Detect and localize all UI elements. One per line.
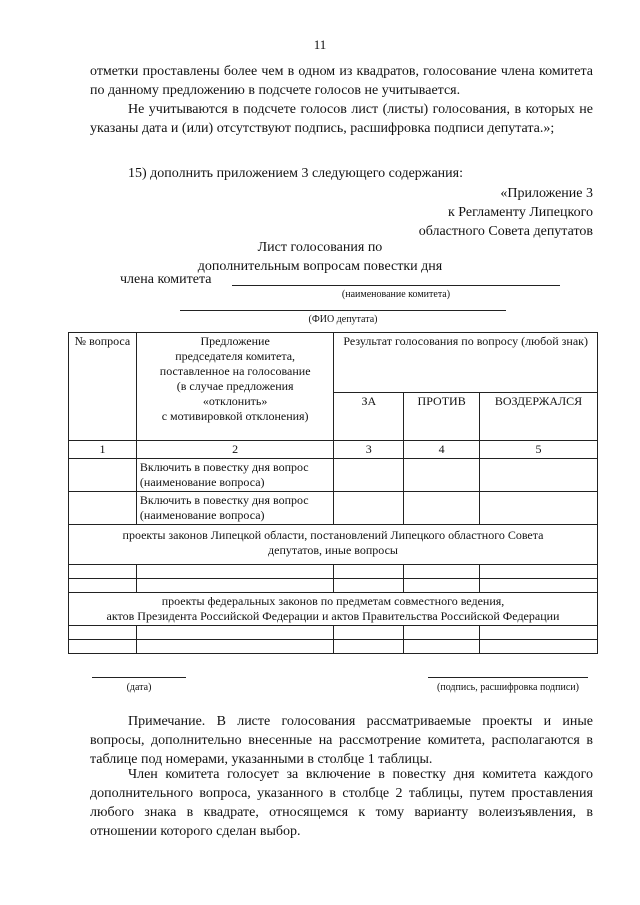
table-cell [136,579,333,593]
header-for: ЗА [334,393,404,441]
vote-box-against[interactable] [404,579,480,593]
section-regional-projects: проекты законов Липецкой области, постановлений Липецкого областного Совета депутатов, иные вопросы [69,525,598,565]
vote-box-abstained[interactable] [480,459,598,492]
header-proposal [136,333,333,441]
header-proposal-line: поставленное на голосование [159,364,311,378]
paragraph-intro-2: Не учитываются в подсчете голосов лист (листы) голосования, в которых не указаны дата и (или) отсутствуют подпись, расшифровка подписи депутата.»; [90,102,593,136]
vote-box-abstained[interactable] [480,565,598,579]
header-abstained: ВОЗДЕРЖАЛСЯ [480,393,598,441]
header-proposal-line: «отклонить» [202,394,268,408]
column-numbers-row [69,441,598,459]
vote-box-abstained[interactable] [480,626,598,640]
include-row [69,459,598,492]
voting-table [68,332,598,654]
column-number: 4 [404,441,480,459]
vote-box-for[interactable] [334,565,404,579]
vote-box-against[interactable] [404,565,480,579]
table-cell [69,492,137,525]
title-line-2: дополнительным вопросам повестки дня [197,259,443,274]
vote-box-against[interactable] [404,459,480,492]
header-row [69,333,598,393]
header-question-number: № вопроса [69,333,137,441]
appendix-line-2: к Регламенту Липецкого [447,205,593,220]
signature-line [428,677,588,678]
column-number: 1 [69,441,137,459]
section-federal-line: проекты федеральных законов по предметам совместного ведения, [161,594,505,608]
table-row [69,565,598,579]
table-cell [136,640,333,654]
table-row [69,579,598,593]
fio-line [180,310,506,311]
vote-box-against[interactable] [404,640,480,654]
vote-box-abstained[interactable] [480,492,598,525]
table-cell [136,626,333,640]
column-number: 2 [136,441,333,459]
note-paragraph-1: Примечание. В листе голосования рассматриваемые проекты и иные вопросы, дополнительно внесенные на рассмотрение комитета, располагаются в таблице под номерами, указанными в столбце 1 таблицы. [90,714,593,767]
header-proposal-line: с мотивировкой отклонения) [161,409,309,423]
vote-box-for[interactable] [334,640,404,654]
include-proposal-cell: Включить в повестку дня вопрос (наименование вопроса) [136,459,333,492]
vote-box-for[interactable] [334,579,404,593]
signature-caption: (подпись, расшифровка подписи) [437,682,579,693]
table-cell [69,459,137,492]
vote-box-against[interactable] [404,492,480,525]
table-cell [69,640,137,654]
vote-box-abstained[interactable] [480,579,598,593]
vote-box-for[interactable] [334,492,404,525]
vote-box-against[interactable] [404,626,480,640]
title-line-1: Лист голосования по [257,240,383,255]
header-against: ПРОТИВ [404,393,480,441]
member-label: члена комитета [120,272,212,287]
note-paragraph-2: Член комитета голосует за включение в повестку дня комитета каждого дополнительного вопроса, указанного в столбце 2 таблицы, путем проставления любого знака в квадрате, относящемся к тому варианту волеизъявления, в отношении которого сделан выбор. [90,767,593,839]
table-row [69,640,598,654]
section-federal-projects [69,593,598,626]
date-line [92,677,186,678]
table-cell [69,626,137,640]
include-row [69,492,598,525]
include-proposal-cell: Включить в повестку дня вопрос (наименование вопроса) [136,492,333,525]
table-row [69,626,598,640]
section-federal-line: актов Президента Российской Федерации и актов Правительства Российской Федерации [106,609,560,623]
page-number: 11 [313,37,327,52]
section-row [69,593,598,626]
vote-box-for[interactable] [334,626,404,640]
paragraph-item-15: 15) дополнить приложением 3 следующего содержания: [128,166,463,181]
fio-caption: (ФИО депутата) [308,314,378,325]
table-cell [136,565,333,579]
appendix-line-1: «Приложение 3 [500,186,593,201]
header-result: Результат голосования по вопросу (любой знак) [334,333,598,393]
column-number: 5 [480,441,598,459]
header-proposal-line: председателя комитета, [175,349,296,363]
table-cell [69,565,137,579]
paragraph-intro-1: отметки проставлены более чем в одном из квадратов, голосование члена комитета по данному предложению в подсчете голосов не учитывается. [90,64,593,98]
appendix-line-3: областного Совета депутатов [418,224,593,239]
header-proposal-line: (в случае предложения [176,379,294,393]
vote-box-abstained[interactable] [480,640,598,654]
committee-line [232,285,560,286]
date-caption: (дата) [126,682,152,693]
vote-box-for[interactable] [334,459,404,492]
column-number: 3 [334,441,404,459]
committee-caption: (наименование комитета) [341,289,451,300]
header-proposal-line: Предложение [200,334,270,348]
table-cell [69,579,137,593]
section-row [69,525,598,565]
